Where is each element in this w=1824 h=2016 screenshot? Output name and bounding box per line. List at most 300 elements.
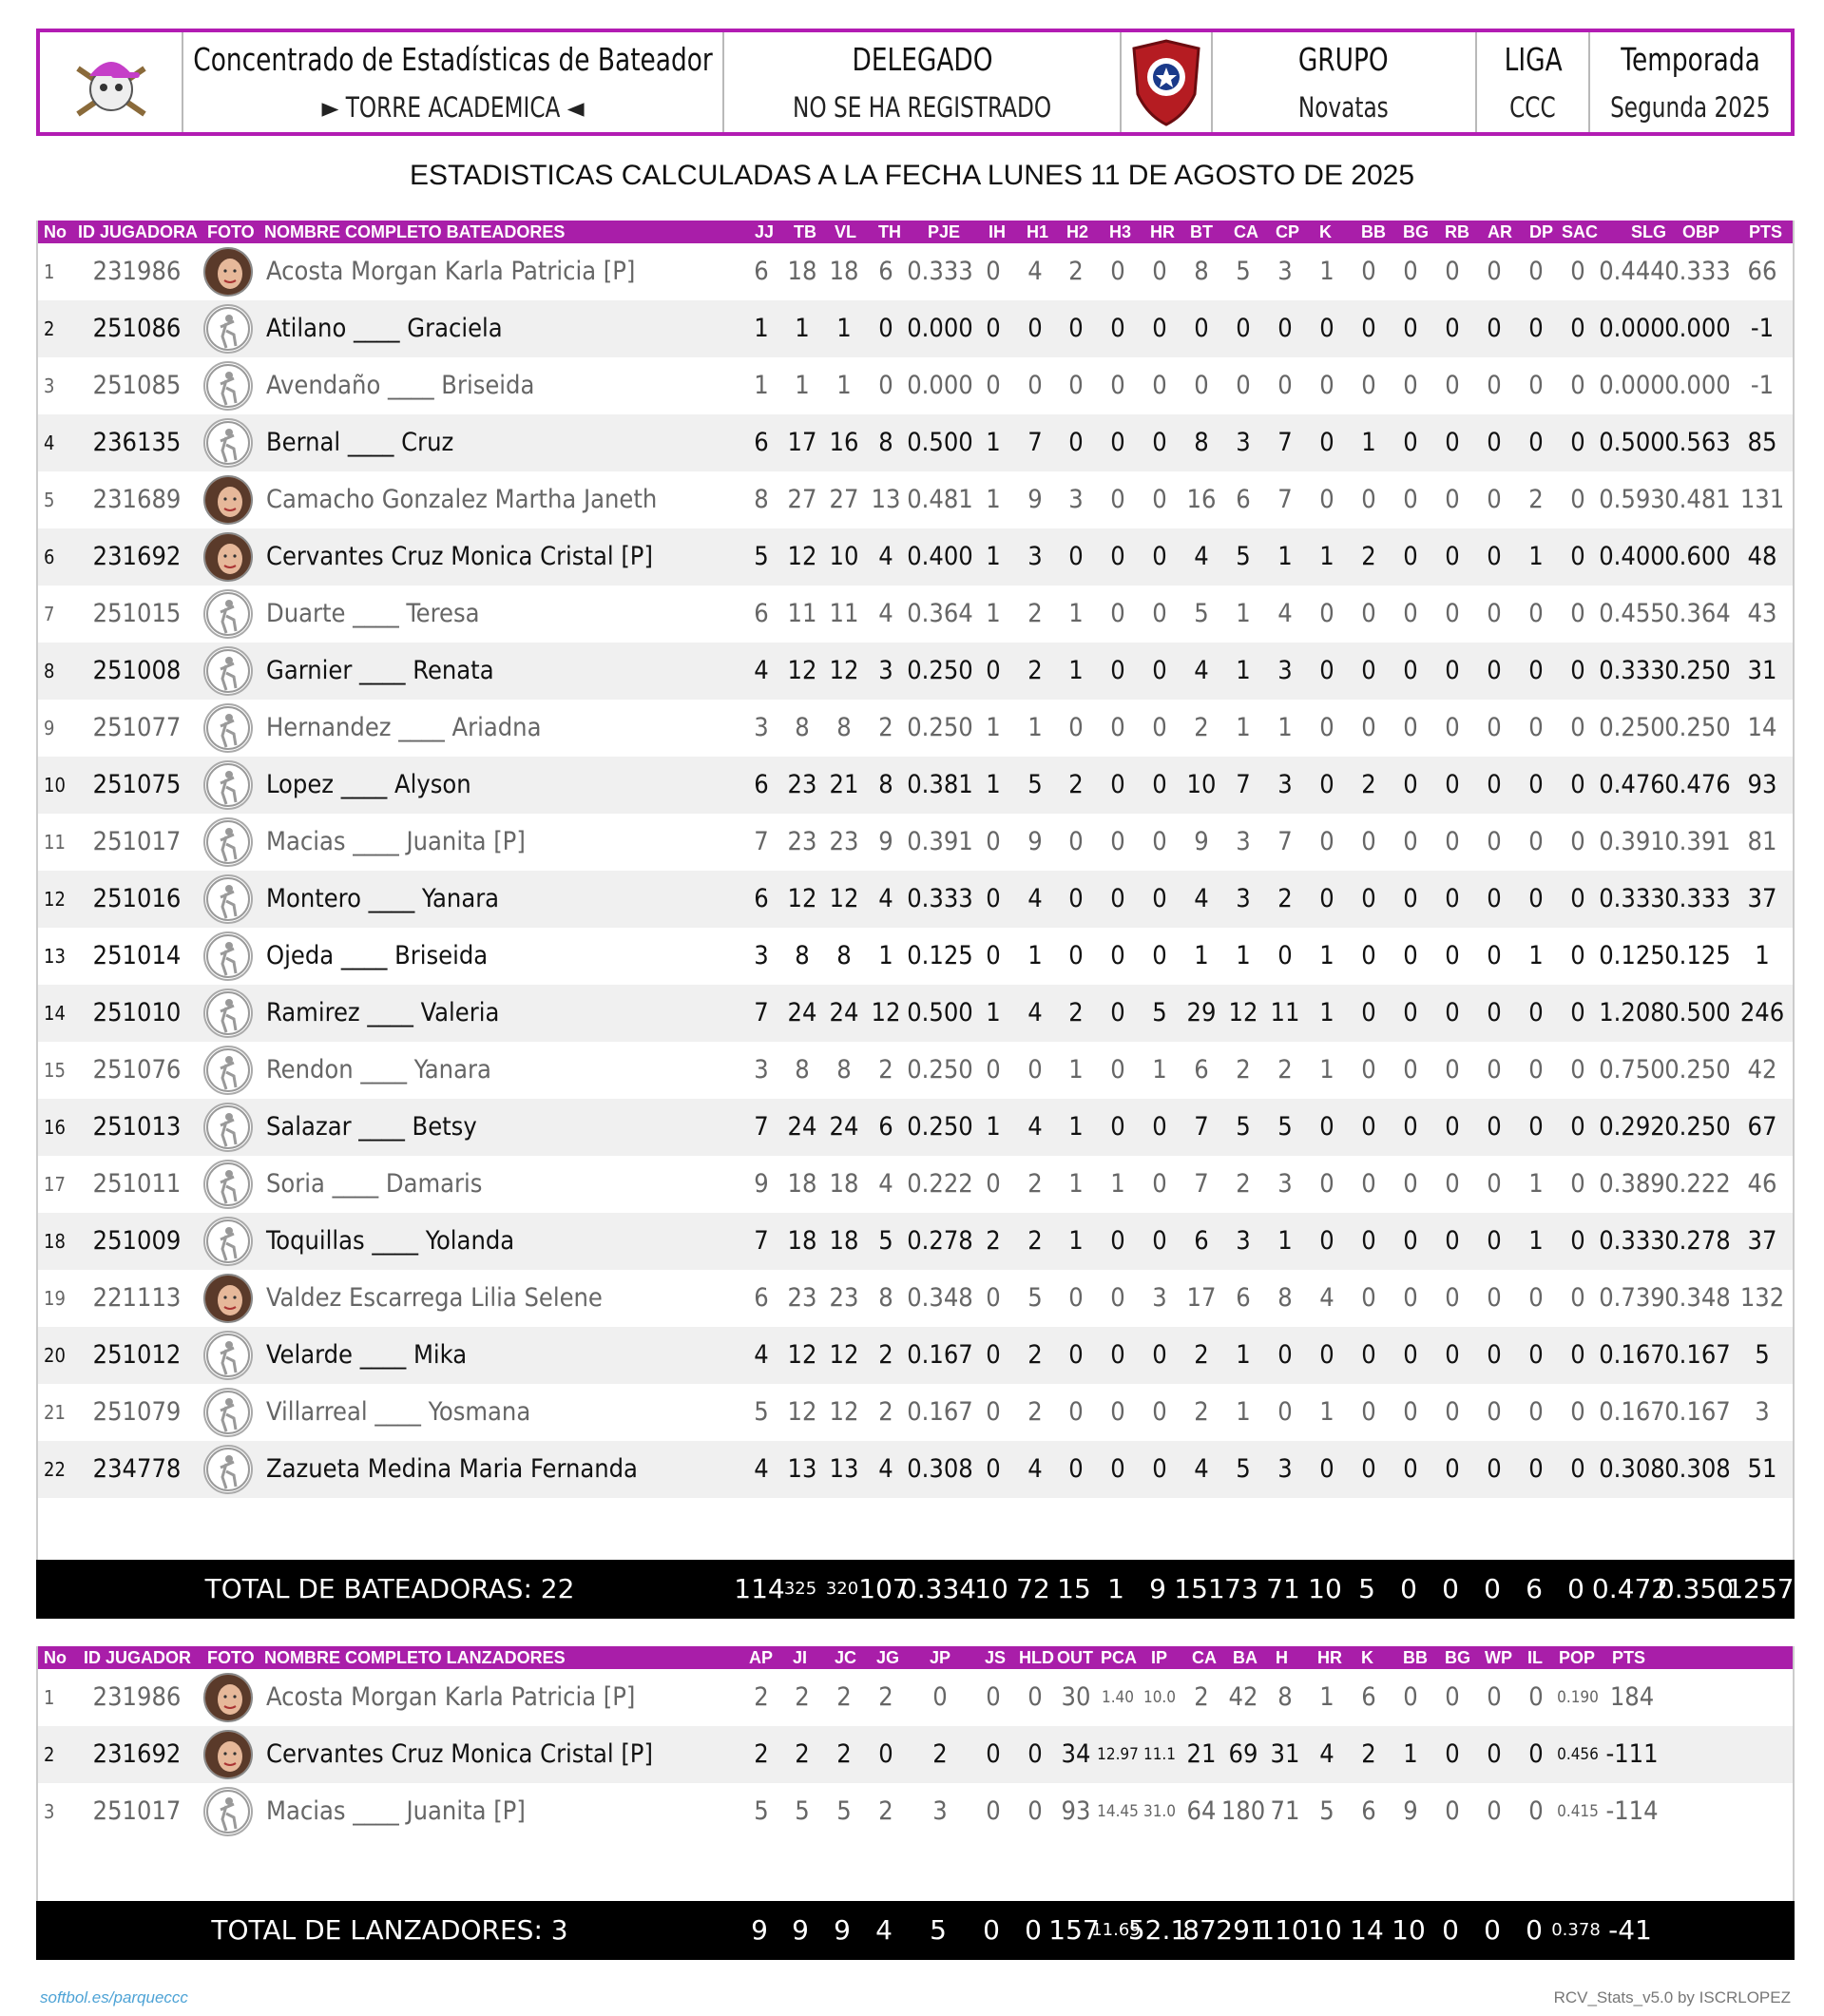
batting-stat-cell: 4 <box>1194 884 1209 913</box>
batting-stat-cell: 0.167 <box>907 1397 973 1427</box>
pitching-stat-cell: 14.45 <box>1097 1802 1139 1821</box>
batting-stat-cell: 46 <box>1747 1169 1777 1199</box>
batting-stat-cell: 23 <box>829 1283 859 1313</box>
batting-stat-cell: 0 <box>1403 371 1418 400</box>
batting-player-id: 251086 <box>92 314 182 343</box>
batting-row-number: 13 <box>44 945 66 968</box>
batting-player-name[interactable]: Garnier ____ Renata <box>266 656 494 685</box>
batting-stat-cell: 0 <box>1445 1454 1460 1484</box>
batting-stat-cell: 0 <box>1445 1340 1460 1370</box>
batting-stat-cell: 0 <box>1361 371 1376 400</box>
batting-player-name[interactable]: Duarte ____ Teresa <box>266 599 480 628</box>
batting-stat-cell: 7 <box>1194 1169 1209 1199</box>
batting-stat-cell: 0.000 <box>907 371 973 400</box>
batting-stat-cell: 0.125 <box>1664 941 1731 970</box>
batting-total-cell: 10 <box>974 1573 1008 1604</box>
batting-stat-cell: 1 <box>1319 257 1334 286</box>
batting-stat-cell: 1 <box>1236 713 1251 742</box>
batting-stat-cell: 0 <box>986 1454 1001 1484</box>
pitching-stat-cell: 0 <box>1445 1739 1460 1769</box>
batting-stat-cell: 3 <box>1277 1454 1293 1484</box>
footer-credit: RCV_Stats_v5.0 by ISCRLOPEZ <box>1553 1988 1791 2006</box>
pitching-col-k: K <box>1361 1648 1373 1667</box>
batting-stat-cell: 0.167 <box>907 1340 973 1370</box>
batting-stat-cell: 51 <box>1747 1454 1777 1484</box>
pitching-col-pop: POP <box>1559 1648 1596 1667</box>
pitching-total-cell: 9 <box>751 1914 768 1946</box>
batting-stat-cell: 0 <box>1110 884 1125 913</box>
batting-total-cell: 0.472 <box>1591 1573 1669 1604</box>
batting-stat-cell: 0 <box>1487 1397 1502 1427</box>
batting-stat-cell: 0.500 <box>907 998 973 1027</box>
batting-stat-cell: 6 <box>754 257 769 286</box>
batting-stat-cell: 5 <box>1236 1454 1251 1484</box>
pitching-stat-cell: 0 <box>1445 1796 1460 1826</box>
pitching-stat-cell: 2 <box>1361 1739 1376 1769</box>
pitching-player-id: 231692 <box>92 1739 182 1769</box>
pitching-col-bg: BG <box>1445 1648 1470 1667</box>
batting-stat-cell: 0 <box>1152 827 1167 856</box>
pitching-stat-cell: 0 <box>986 1682 1001 1712</box>
batting-total-cell: 320 <box>825 1579 859 1599</box>
batting-stat-cell: 0.500 <box>907 428 973 457</box>
batting-stat-cell: 10 <box>1186 770 1217 799</box>
pitching-stat-cell: 0 <box>986 1796 1001 1826</box>
batting-stat-cell: 1 <box>1528 941 1544 970</box>
batting-stat-cell: 0.250 <box>1664 656 1731 685</box>
batting-stat-cell: 24 <box>787 1112 817 1142</box>
batting-stat-cell: 0 <box>1361 1340 1376 1370</box>
batting-stat-cell: 0 <box>1570 485 1585 514</box>
batting-stat-cell: 2 <box>1194 1340 1209 1370</box>
pitching-stat-cell: 42 <box>1228 1682 1258 1712</box>
batting-stat-cell: 0 <box>1403 770 1418 799</box>
batting-stat-cell: 0 <box>986 827 1001 856</box>
player-placeholder-icon <box>203 646 253 696</box>
batting-row-number: 1 <box>44 260 55 283</box>
batting-player-name[interactable]: Lopez ____ Alyson <box>266 770 471 799</box>
batting-stat-cell: 1 <box>1319 542 1334 571</box>
batting-stat-cell: 6 <box>1236 1283 1251 1313</box>
batting-stat-cell: 2 <box>1236 1055 1251 1085</box>
batting-player-name[interactable]: Montero ____ Yanara <box>266 884 500 913</box>
delegado-cell <box>724 32 1122 132</box>
batting-stat-cell: 0 <box>1445 770 1460 799</box>
batting-stat-cell: 4 <box>1277 599 1293 628</box>
batting-stat-cell: 0 <box>1194 314 1209 343</box>
batting-row <box>38 643 1793 700</box>
pitching-col-pca: PCA <box>1101 1648 1138 1667</box>
batting-stat-cell: 0.476 <box>1599 770 1665 799</box>
player-placeholder-icon <box>203 1445 253 1494</box>
batting-stat-cell: 2 <box>1528 485 1544 514</box>
batting-stat-cell: 3 <box>1755 1397 1770 1427</box>
batting-stat-cell: 0 <box>1110 542 1125 571</box>
batting-player-id: 251075 <box>92 770 182 799</box>
batting-stat-cell: 0 <box>1068 1397 1084 1427</box>
batting-stat-cell: 8 <box>1277 1283 1293 1313</box>
pitching-total-cell: 9 <box>834 1914 851 1946</box>
batting-stat-cell: 8 <box>878 428 893 457</box>
batting-stat-cell: 0 <box>1528 314 1544 343</box>
pitching-stat-cell: 1 <box>1319 1682 1334 1712</box>
batting-stat-cell: 6 <box>878 257 893 286</box>
batting-stat-cell: 0 <box>1068 1340 1084 1370</box>
batting-stat-cell: 0 <box>1403 1397 1418 1427</box>
batting-stat-cell: 0 <box>1403 827 1418 856</box>
pitching-stat-cell: 0 <box>1027 1682 1043 1712</box>
batting-stat-cell: 1 <box>795 371 810 400</box>
batting-stat-cell: 0.250 <box>907 713 973 742</box>
batting-stat-cell: 0 <box>1403 656 1418 685</box>
batting-stat-cell: 0 <box>1277 314 1293 343</box>
batting-stat-cell: 1 <box>986 485 1001 514</box>
batting-stat-cell: 6 <box>754 1283 769 1313</box>
batting-stat-cell: 0 <box>1528 1454 1544 1484</box>
batting-stat-cell: 4 <box>878 599 893 628</box>
pitching-row <box>38 1726 1793 1783</box>
pitching-col-nombre-completo-lanzadores: NOMBRE COMPLETO LANZADORES <box>264 1648 566 1667</box>
pitching-stat-cell: 5 <box>754 1796 769 1826</box>
batting-stat-cell: 0.278 <box>907 1226 973 1256</box>
batting-stat-cell: 1 <box>1277 1226 1293 1256</box>
delegado-label: DELEGADO <box>852 40 993 78</box>
batting-stat-cell: 0 <box>1487 998 1502 1027</box>
batting-stat-cell: 0 <box>1361 1226 1376 1256</box>
batting-stat-cell: 0.364 <box>1664 599 1731 628</box>
batting-stat-cell: 0.278 <box>1664 1226 1731 1256</box>
pitching-col-h: H <box>1276 1648 1288 1667</box>
batting-player-name[interactable]: Atilano ____ Graciela <box>266 314 503 343</box>
batting-stat-cell: 0 <box>1361 1454 1376 1484</box>
pitching-col-no: No <box>44 1648 67 1667</box>
batting-stat-cell: 18 <box>787 1169 817 1199</box>
pitching-col-pts: PTS <box>1612 1648 1646 1667</box>
pitching-player-name[interactable]: Acosta Morgan Karla Patricia [P] <box>266 1682 636 1712</box>
batting-stat-cell: 0 <box>1487 1454 1502 1484</box>
pitching-stat-cell: 93 <box>1061 1796 1091 1826</box>
batting-stat-cell: 7 <box>1236 770 1251 799</box>
batting-player-name[interactable]: Zazueta Medina Maria Fernanda <box>266 1454 638 1484</box>
batting-stat-cell: 2 <box>1027 1340 1043 1370</box>
batting-total-cell: 0.334 <box>899 1573 977 1604</box>
batting-stat-cell: 0.333 <box>1599 656 1665 685</box>
batting-stat-cell: 0 <box>1152 371 1167 400</box>
batting-row <box>38 928 1793 985</box>
batting-stat-cell: 0 <box>1068 371 1084 400</box>
pitching-row <box>38 1783 1793 1840</box>
batting-stat-cell: 0 <box>1152 713 1167 742</box>
pitching-total-cell: 10 <box>1392 1914 1426 1946</box>
batting-stat-cell: 0 <box>1152 428 1167 457</box>
batting-stat-cell: 0 <box>1068 1454 1084 1484</box>
batting-stat-cell: 0 <box>1570 371 1585 400</box>
batting-stat-cell: 1.208 <box>1599 998 1665 1027</box>
batting-stat-cell: 0.500 <box>1599 428 1665 457</box>
batting-player-name[interactable]: Hernandez ____ Ariadna <box>266 713 542 742</box>
batting-stat-cell: 0 <box>1487 884 1502 913</box>
batting-stat-cell: 1 <box>1194 941 1209 970</box>
batting-player-name[interactable]: Ojeda ____ Briseida <box>266 941 489 970</box>
batting-row-number: 7 <box>44 603 55 625</box>
pitching-stat-cell: 2 <box>836 1682 852 1712</box>
report-title: Concentrado de Estadísticas de Bateador <box>193 40 713 78</box>
batting-row-number: 4 <box>44 432 55 454</box>
batting-stat-cell: 0.000 <box>907 314 973 343</box>
batting-stat-cell: 3 <box>754 1055 769 1085</box>
batting-col-id-jugadora: ID JUGADORA <box>78 222 199 241</box>
batting-stat-cell: 0 <box>1570 542 1585 571</box>
batting-stat-cell: 7 <box>754 1112 769 1142</box>
pitching-col-ba: BA <box>1233 1648 1258 1667</box>
batting-player-name[interactable]: Camacho Gonzalez Martha Janeth <box>266 485 658 514</box>
batting-stat-cell: 0 <box>986 314 1001 343</box>
batting-player-name[interactable]: Ramirez ____ Valeria <box>266 998 500 1027</box>
pitching-table-body <box>38 1669 1793 1840</box>
pitching-total-cell: 0 <box>1025 1914 1042 1946</box>
batting-row <box>38 1042 1793 1099</box>
batting-stat-cell: 0 <box>1110 599 1125 628</box>
batting-row-number: 11 <box>44 831 66 854</box>
pitching-total-cell: -41 <box>1608 1914 1652 1946</box>
batting-row-number: 18 <box>44 1230 66 1253</box>
batting-stat-cell: 0 <box>1528 257 1544 286</box>
batting-col-pts: PTS <box>1749 222 1783 241</box>
pitching-stat-cell: 0 <box>1487 1682 1502 1712</box>
batting-stat-cell: 1 <box>1068 1169 1084 1199</box>
pitching-total-cell: 0.378 <box>1551 1920 1601 1940</box>
batting-stat-cell: 1 <box>1528 542 1544 571</box>
batting-stat-cell: 3 <box>1277 656 1293 685</box>
batting-stat-cell: 2 <box>1027 1397 1043 1427</box>
batting-player-name[interactable]: Villarreal ____ Yosmana <box>266 1397 531 1427</box>
batting-col-foto: FOTO <box>207 222 255 241</box>
batting-stat-cell: 0 <box>1445 257 1460 286</box>
player-placeholder-icon <box>203 931 253 981</box>
batting-stat-cell: 0.250 <box>907 1112 973 1142</box>
pitching-table <box>36 1646 1795 1903</box>
batting-stat-cell: 4 <box>754 656 769 685</box>
batting-stat-cell: 0 <box>986 941 1001 970</box>
batting-stat-cell: 0.167 <box>1664 1397 1731 1427</box>
batting-stat-cell: 12 <box>829 1340 859 1370</box>
pitching-stat-cell: 1.40 <box>1101 1688 1135 1707</box>
batting-row <box>38 243 1793 300</box>
pitching-stat-cell: 0.415 <box>1557 1802 1599 1821</box>
batting-stat-cell: 0 <box>1152 1454 1167 1484</box>
pitching-stat-cell: 34 <box>1061 1739 1091 1769</box>
batting-stat-cell: 0.455 <box>1599 599 1665 628</box>
batting-stat-cell: 0 <box>1570 1340 1585 1370</box>
batting-stat-cell: 0 <box>1403 1226 1418 1256</box>
batting-stat-cell: 21 <box>829 770 859 799</box>
batting-stat-cell: 0.750 <box>1599 1055 1665 1085</box>
pitching-stat-cell: 2 <box>836 1739 852 1769</box>
batting-stat-cell: 85 <box>1747 428 1777 457</box>
batting-player-name[interactable]: Cervantes Cruz Monica Cristal [P] <box>266 542 653 571</box>
batting-stat-cell: 3 <box>1236 884 1251 913</box>
batting-stat-cell: 4 <box>1027 998 1043 1027</box>
batting-stat-cell: 7 <box>1277 485 1293 514</box>
batting-player-name[interactable]: Avendaño ____ Briseida <box>266 371 535 400</box>
batting-stat-cell: 0.000 <box>1599 314 1665 343</box>
pitching-total-cell: 4 <box>875 1914 893 1946</box>
batting-col-jj: JJ <box>755 222 775 241</box>
batting-row <box>38 528 1793 586</box>
batting-stat-cell: 0 <box>1487 827 1502 856</box>
pitching-total-cell: 0 <box>983 1914 1000 1946</box>
batting-stat-cell: 3 <box>1236 827 1251 856</box>
pitching-total-cell: 157 <box>1048 1914 1100 1946</box>
pitching-stat-cell: 2 <box>795 1739 810 1769</box>
batting-stat-cell: 0 <box>1528 599 1544 628</box>
batting-stat-cell: 0 <box>1445 656 1460 685</box>
batting-stat-cell: 3 <box>1236 1226 1251 1256</box>
batting-stat-cell: 0 <box>1110 1397 1125 1427</box>
batting-player-name[interactable]: Valdez Escarrega Lilia Selene <box>266 1283 603 1313</box>
batting-stat-cell: 18 <box>829 1169 859 1199</box>
batting-stat-cell: 4 <box>878 542 893 571</box>
batting-stat-cell: 0 <box>1027 371 1043 400</box>
league-logo-cell <box>1122 32 1212 132</box>
pitching-col-bb: BB <box>1403 1648 1428 1667</box>
batting-row <box>38 586 1793 643</box>
pitching-total-cell: 5 <box>930 1914 947 1946</box>
batting-stat-cell: 0 <box>1361 314 1376 343</box>
batting-stat-cell: 2 <box>1027 656 1043 685</box>
batting-stat-cell: 0.391 <box>1599 827 1665 856</box>
batting-row <box>38 300 1793 357</box>
batting-stat-cell: 13 <box>787 1454 817 1484</box>
batting-stat-cell: 0 <box>1445 599 1460 628</box>
batting-stat-cell: 0 <box>1487 599 1502 628</box>
batting-stat-cell: 0 <box>1068 314 1084 343</box>
batting-stat-cell: 5 <box>1152 998 1167 1027</box>
batting-stat-cell: 0 <box>1277 371 1293 400</box>
pitching-player-name[interactable]: Cervantes Cruz Monica Cristal [P] <box>266 1739 653 1769</box>
batting-col-bt: BT <box>1190 222 1213 241</box>
batting-stat-cell: 0 <box>1445 542 1460 571</box>
batting-total-cell: 114 <box>734 1573 785 1604</box>
batting-stat-cell: 0 <box>1361 941 1376 970</box>
batting-player-id: 234778 <box>92 1454 182 1484</box>
batting-stat-cell: 6 <box>1236 485 1251 514</box>
footer-site-link[interactable]: softbol.es/parqueccc <box>40 1988 188 2006</box>
batting-stat-cell: 0 <box>1445 713 1460 742</box>
batting-stat-cell: 1 <box>1068 1055 1084 1085</box>
batting-stat-cell: 0 <box>1068 542 1084 571</box>
batting-col-ar: AR <box>1488 222 1512 241</box>
batting-player-id: 251077 <box>92 713 182 742</box>
batting-stat-cell: 1 <box>1110 1169 1125 1199</box>
batting-stat-cell: 0 <box>1319 1169 1334 1199</box>
grupo-label: GRUPO <box>1298 40 1390 78</box>
batting-player-name[interactable]: Macias ____ Juanita [P] <box>266 827 526 856</box>
batting-stat-cell: 12 <box>787 656 817 685</box>
pitching-stat-cell: 2 <box>754 1682 769 1712</box>
batting-player-name[interactable]: Rendon ____ Yanara <box>266 1055 491 1085</box>
batting-stat-cell: 0.333 <box>907 884 973 913</box>
batting-player-name[interactable]: Toquillas ____ Yolanda <box>266 1226 515 1256</box>
batting-stat-cell: 2 <box>1194 713 1209 742</box>
batting-stat-cell: 0 <box>986 884 1001 913</box>
batting-stat-cell: 0 <box>1110 656 1125 685</box>
player-photo <box>203 247 253 297</box>
batting-stat-cell: 2 <box>878 713 893 742</box>
batting-stat-cell: 0 <box>1319 884 1334 913</box>
batting-player-name[interactable]: Acosta Morgan Karla Patricia [P] <box>266 257 636 286</box>
player-photo <box>203 1274 253 1323</box>
batting-stat-cell: 0 <box>1528 1340 1544 1370</box>
batting-row <box>38 814 1793 871</box>
pitching-total-cell: 14 <box>1350 1914 1384 1946</box>
batting-stat-cell: 8 <box>878 770 893 799</box>
batting-total-cell: 1257 <box>1726 1573 1795 1604</box>
batting-player-name[interactable]: Velarde ____ Mika <box>266 1340 468 1370</box>
batting-stat-cell: 0 <box>1570 1226 1585 1256</box>
pitching-stat-cell: 11.1 <box>1142 1745 1177 1764</box>
batting-player-id: 236135 <box>92 428 182 457</box>
batting-stat-cell: 9 <box>1027 827 1043 856</box>
batting-stat-cell: 0 <box>1319 599 1334 628</box>
batting-stat-cell: 0.250 <box>907 656 973 685</box>
batting-total-cell: 72 <box>1016 1573 1050 1604</box>
batting-stat-cell: 0 <box>1487 314 1502 343</box>
batting-player-name[interactable]: Salazar ____ Betsy <box>266 1112 477 1142</box>
temporada-value: Segunda 2025 <box>1610 90 1771 124</box>
batting-stat-cell: 1 <box>1068 599 1084 628</box>
pitching-total-label: TOTAL DE LANZADORES: 3 <box>211 1914 568 1946</box>
batting-stat-cell: 0.389 <box>1599 1169 1665 1199</box>
batting-row-number: 9 <box>44 717 55 739</box>
player-placeholder-icon <box>203 760 253 810</box>
batting-stat-cell: 27 <box>829 485 859 514</box>
pitching-stat-cell: 1 <box>1403 1739 1418 1769</box>
pitching-player-id: 231986 <box>92 1682 182 1712</box>
batting-stat-cell: 3 <box>1236 428 1251 457</box>
batting-col-tb: TB <box>794 222 816 241</box>
batting-stat-cell: 0 <box>1403 485 1418 514</box>
pitching-stat-cell: 0 <box>986 1739 1001 1769</box>
batting-stat-cell: 2 <box>1236 1169 1251 1199</box>
batting-stat-cell: 4 <box>1027 1112 1043 1142</box>
batting-stat-cell: 9 <box>1194 827 1209 856</box>
batting-stat-cell: 31 <box>1747 656 1777 685</box>
batting-stat-cell: 0 <box>1528 998 1544 1027</box>
batting-stat-cell: 0 <box>1152 599 1167 628</box>
batting-row <box>38 1213 1793 1270</box>
batting-stat-cell: 8 <box>1194 257 1209 286</box>
pitching-stat-cell: 0 <box>1027 1739 1043 1769</box>
batting-player-name[interactable]: Soria ____ Damaris <box>266 1169 483 1199</box>
batting-total-cell: 15 <box>1057 1573 1091 1604</box>
batting-stat-cell: 37 <box>1747 884 1777 913</box>
batting-stat-cell: 7 <box>1277 827 1293 856</box>
pitching-player-name[interactable]: Macias ____ Juanita [P] <box>266 1796 526 1826</box>
batting-col-h3: H3 <box>1109 222 1132 241</box>
pitching-total-cell: 0 <box>1526 1914 1543 1946</box>
batting-stat-cell: 8 <box>1194 428 1209 457</box>
batting-stat-cell: 0 <box>1152 770 1167 799</box>
liga-cell <box>1477 32 1590 132</box>
batting-stat-cell: 0.476 <box>1664 770 1731 799</box>
batting-stat-cell: 0 <box>1487 656 1502 685</box>
batting-player-name[interactable]: Bernal ____ Cruz <box>266 428 454 457</box>
batting-stat-cell: 4 <box>878 1169 893 1199</box>
batting-stat-cell: 0 <box>1361 1055 1376 1085</box>
player-placeholder-icon <box>203 874 253 924</box>
batting-stat-cell: 1 <box>1236 1340 1251 1370</box>
